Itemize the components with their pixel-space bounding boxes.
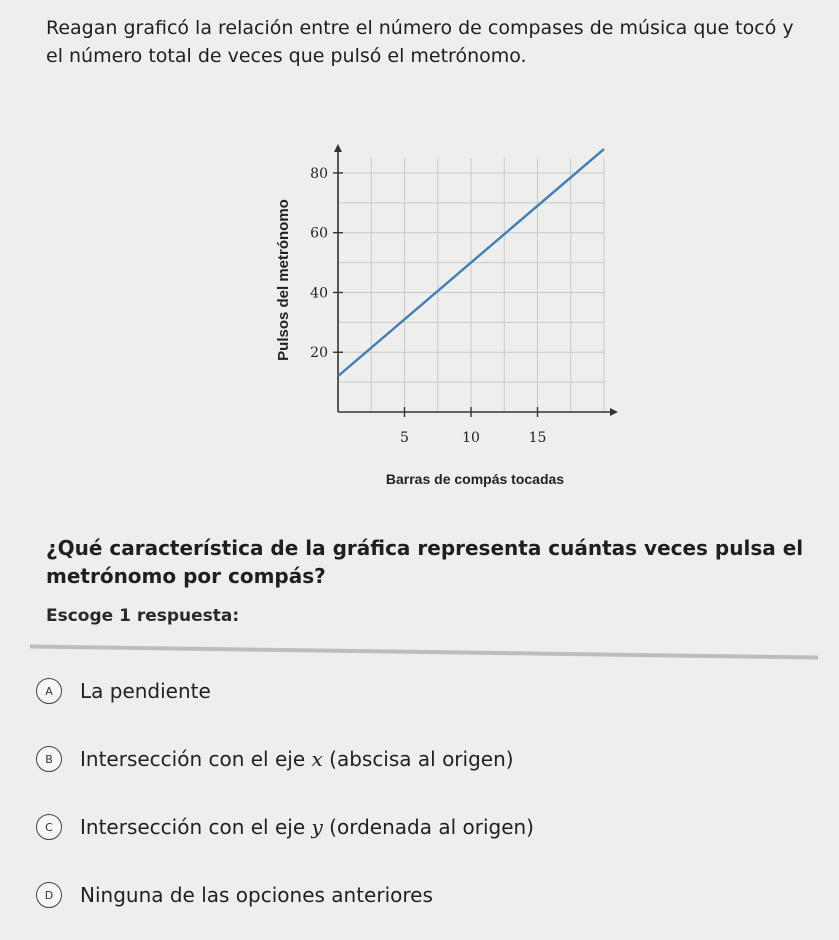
option-a-radio-icon[interactable]: A	[36, 678, 62, 704]
problem-statement	[46, 14, 816, 70]
y-tick-label: 40	[310, 285, 328, 302]
y-tick-label: 60	[310, 225, 328, 242]
x-tick-label: 5	[400, 430, 409, 446]
line-chart	[250, 140, 620, 500]
divider	[30, 644, 818, 659]
y-tick-label: 80	[310, 165, 328, 182]
option-a-label: La pendiente	[80, 679, 211, 703]
question	[46, 534, 816, 590]
y-tick-label: 20	[310, 345, 328, 362]
option-c-radio-icon[interactable]: C	[36, 814, 62, 840]
option-b-label: Intersección con el eje x (abscisa al origen)	[80, 747, 514, 771]
instruction-text: Escoge 1 respuesta:	[46, 606, 240, 626]
x-axis-label: Barras de compás tocadas	[385, 471, 565, 487]
graph-figure	[250, 140, 620, 500]
y-axis-arrow-icon	[334, 144, 342, 152]
option-a[interactable]	[36, 668, 826, 714]
option-b-radio-icon[interactable]: B	[36, 746, 62, 772]
option-b[interactable]	[36, 736, 826, 782]
option-c-label: Intersección con el eje y (ordenada al origen)	[80, 815, 534, 839]
problem-text: Reagan graficó la relación entre el número de compases de música que tocó y el número total de veces que pulsó el metrónomo.	[46, 17, 794, 67]
x-tick-label: 15	[528, 430, 547, 446]
option-d-label: Ninguna de las opciones anteriores	[80, 883, 433, 907]
x-tick-label: 10	[462, 430, 480, 446]
question-text: ¿Qué característica de la gráfica representa cuántas veces pulsa el metrónomo por compás?	[46, 536, 804, 588]
x-axis-arrow-icon	[610, 408, 618, 416]
y-axis-label: Pulsos del metrónomo	[275, 199, 292, 361]
option-d-radio-icon[interactable]: D	[36, 882, 62, 908]
option-d[interactable]	[36, 872, 826, 918]
option-c[interactable]	[36, 804, 826, 850]
answer-options	[36, 668, 826, 940]
